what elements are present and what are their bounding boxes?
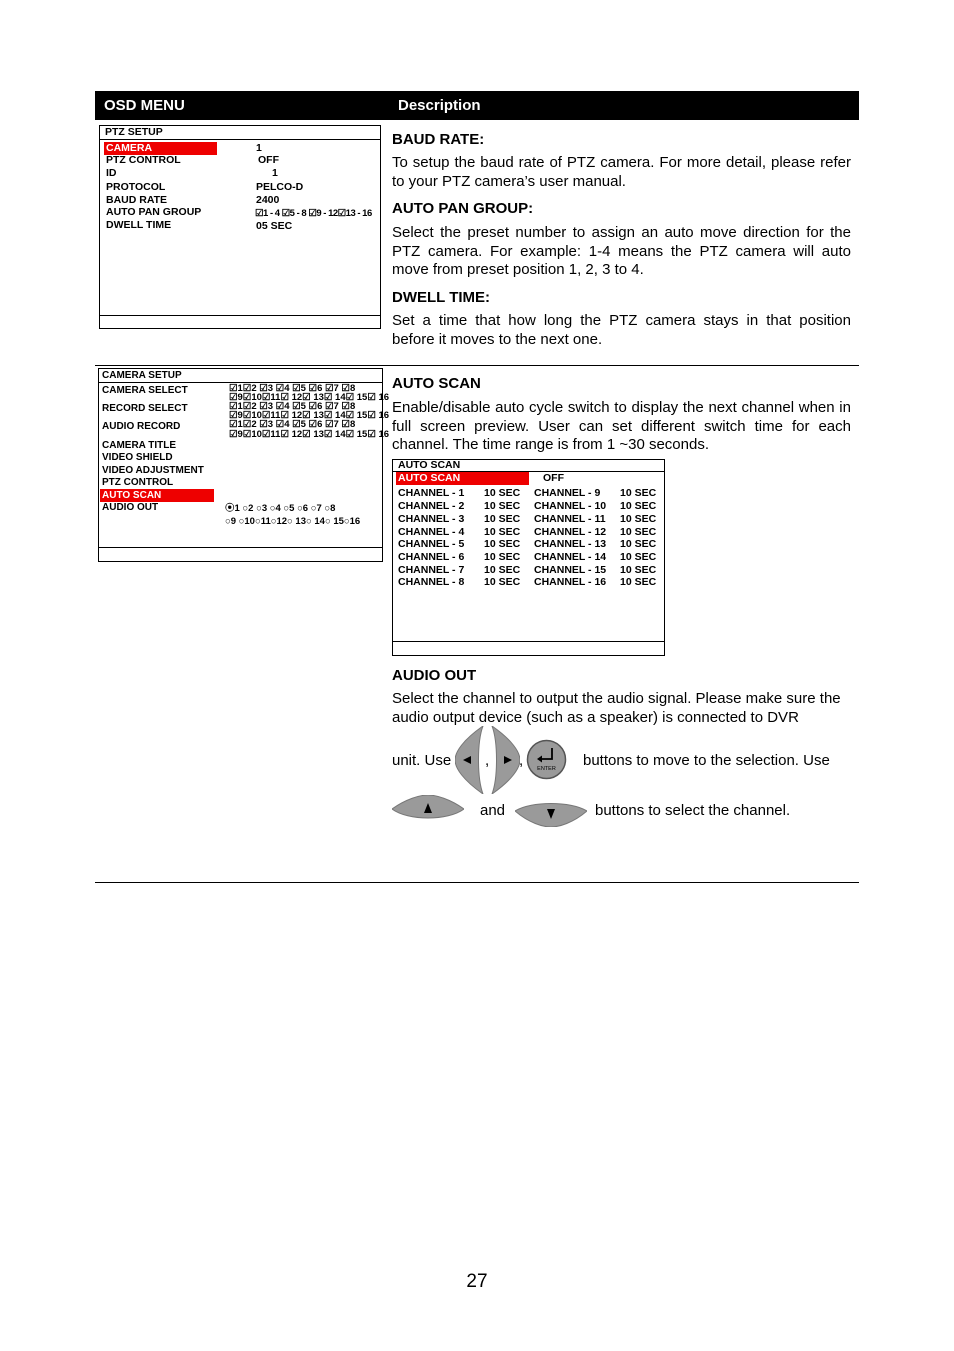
audioout-line2-start: unit. Use (392, 752, 452, 769)
autopan-heading: AUTO PAN GROUP: (392, 200, 534, 217)
audioout-line3-end: buttons to select the channel. (595, 802, 791, 819)
ptz-row-protocol-value: PELCO-D (256, 181, 304, 193)
menu-item-camera-title[interactable]: CAMERA TITLE (102, 440, 177, 451)
section-divider (95, 365, 859, 366)
channel-name: CHANNEL - 11 (534, 513, 606, 525)
channel-time[interactable]: 10 SEC (484, 487, 521, 499)
auto-scan-menu-title: AUTO SCAN (398, 459, 461, 471)
ptz-row-autopan-label[interactable]: AUTO PAN GROUP (106, 206, 202, 218)
ptz-row-camera-label[interactable]: CAMERA (104, 142, 217, 155)
channel-time[interactable]: 10 SEC (620, 487, 657, 499)
menu-item-video-shield[interactable]: VIDEO SHIELD (102, 452, 173, 463)
menu-item-auto-scan[interactable]: AUTO SCAN (100, 489, 214, 502)
dwell-text: Set a time that how long the PTZ camera stays in that position before it moves to the next one. (392, 312, 851, 348)
channel-time[interactable]: 10 SEC (620, 500, 657, 512)
channel-time[interactable]: 10 SEC (620, 576, 657, 588)
autoscan-text: Enable/disable auto cycle switch to display the next channel when in full screen preview. User can set different switch time for each channel. The time range is from 1 ~30 seconds. (392, 399, 851, 453)
channel-name: CHANNEL - 14 (534, 551, 607, 563)
audio-out-row-a[interactable]: ⦿1 ○2 ○3 ○4 ○5 ○6 ○7 ○8 (225, 503, 336, 514)
comma-2: , (519, 752, 524, 769)
channel-name: CHANNEL - 12 (534, 526, 607, 538)
record-select-row-a[interactable]: ☑1☑2 ☑3 ☑4 ☑5 ☑6 ☑7 ☑8 (229, 401, 356, 412)
ptz-menu-title: PTZ SETUP (105, 126, 163, 138)
channel-name: CHANNEL - 15 (534, 564, 607, 576)
channel-time[interactable]: 10 SEC (484, 576, 521, 588)
camera-menu-title: CAMERA SETUP (102, 370, 182, 381)
audio-record-row-b[interactable]: ☑9☑10☑11☑ 12☑ 13☑ 14☑ 15☑ 16 (229, 429, 390, 440)
channel-time[interactable]: 10 SEC (620, 551, 657, 563)
header-osd-menu: OSD MENU (104, 97, 185, 114)
camera-setup-menu (98, 368, 390, 562)
comma-1: , (485, 752, 490, 769)
ptz-row-control-label[interactable]: PTZ CONTROL (106, 154, 181, 166)
autoscan-heading: AUTO SCAN (392, 375, 481, 392)
channel-name: CHANNEL - 5 (398, 538, 465, 550)
down-arrow-button[interactable] (515, 795, 587, 827)
channel-name: CHANNEL - 9 (534, 487, 601, 499)
ptz-row-protocol-label[interactable]: PROTOCOL (106, 181, 166, 193)
baud-text: To setup the baud rate of PTZ camera. For more detail, please refer to your PTZ camera’s user manual. (392, 154, 851, 190)
menu-item-audio-out[interactable]: AUDIO OUT (102, 502, 159, 513)
header-description: Description (398, 97, 481, 114)
menu-item-camera-select[interactable]: CAMERA SELECT (102, 385, 188, 396)
ptz-row-dwell-label[interactable]: DWELL TIME (106, 219, 172, 231)
menu-item-video-adjustment[interactable]: VIDEO ADJUSTMENT (102, 465, 204, 476)
channel-time[interactable]: 10 SEC (484, 500, 521, 512)
audioout-heading: AUDIO OUT (392, 667, 477, 684)
record-select-row-b[interactable]: ☑9☑10☑11☑ 12☑ 13☑ 14☑ 15☑ 16 (229, 410, 390, 421)
channel-time[interactable]: 10 SEC (484, 564, 521, 576)
ptz-row-dwell-value: 05 SEC (256, 220, 293, 232)
bottom-divider (95, 882, 859, 883)
channel-time[interactable]: 10 SEC (484, 513, 521, 525)
baud-heading: BAUD RATE: (392, 131, 485, 148)
up-arrow-button[interactable] (392, 795, 464, 827)
audioout-line2-end: buttons to move to the selection. Use (583, 752, 830, 769)
channel-time[interactable]: 10 SEC (620, 538, 657, 550)
channel-name: CHANNEL - 1 (398, 487, 465, 499)
ptz-row-id-value: 1 (272, 167, 278, 179)
ptz-row-baud-label[interactable]: BAUD RATE (106, 194, 168, 206)
table-header (95, 91, 859, 120)
right-arrow-button[interactable] (490, 726, 520, 794)
ptz-row-autopan-value: ☑1 - 4 ☑5 - 8 ☑9 - 12☑13 - 16 (255, 208, 372, 219)
channel-time[interactable]: 10 SEC (484, 526, 521, 538)
auto-scan-toggle-value[interactable]: OFF (543, 472, 564, 484)
auto-scan-toggle-label[interactable]: AUTO SCAN (396, 472, 529, 485)
ptz-row-camera-value: 1 (256, 142, 262, 154)
audioout-and: and (480, 802, 506, 819)
enter-button-label: ENTER (537, 766, 556, 772)
menu-item-ptz-control[interactable]: PTZ CONTROL (102, 477, 174, 488)
autopan-text: Select the preset number to assign an auto move direction for the PTZ camera. For example: 1-4 means the PTZ camera will auto move from preset position 1, 2, 3 to 4. (392, 224, 851, 278)
enter-button[interactable] (526, 739, 567, 780)
audio-out-row-b[interactable]: ○9 ○10○11○12○ 13○ 14○ 15○16 (225, 516, 361, 527)
channel-time[interactable]: 10 SEC (620, 526, 657, 538)
audio-record-row-a[interactable]: ☑1☑2 ☑3 ☑4 ☑5 ☑6 ☑7 ☑8 (229, 419, 356, 430)
channel-name: CHANNEL - 6 (398, 551, 465, 563)
left-arrow-button[interactable] (455, 726, 485, 794)
dwell-heading: DWELL TIME: (392, 289, 491, 306)
channel-time[interactable]: 10 SEC (620, 513, 657, 525)
camera-select-row-b[interactable]: ☑9☑10☑11☑ 12☑ 13☑ 14☑ 15☑ 16 (229, 392, 390, 403)
channel-time[interactable]: 10 SEC (484, 538, 521, 550)
channel-name: CHANNEL - 8 (398, 576, 465, 588)
ptz-row-control-value: OFF (258, 154, 279, 166)
channel-name: CHANNEL - 7 (398, 564, 465, 576)
channel-name: CHANNEL - 2 (398, 500, 465, 512)
ptz-row-baud-value: 2400 (256, 194, 280, 206)
channel-time[interactable]: 10 SEC (484, 551, 521, 563)
page-number: 27 (466, 1271, 488, 1292)
channel-name: CHANNEL - 3 (398, 513, 465, 525)
channel-name: CHANNEL - 13 (534, 538, 607, 550)
ptz-row-id-label[interactable]: ID (106, 167, 117, 179)
channel-name: CHANNEL - 16 (534, 576, 607, 588)
menu-item-audio-record[interactable]: AUDIO RECORD (102, 421, 181, 432)
menu-item-record-select[interactable]: RECORD SELECT (102, 403, 188, 414)
ptz-setup-menu (99, 125, 381, 329)
camera-select-row-a[interactable]: ☑1☑2 ☑3 ☑4 ☑5 ☑6 ☑7 ☑8 (229, 383, 356, 394)
channel-name: CHANNEL - 4 (398, 526, 465, 538)
auto-scan-menu (392, 459, 665, 656)
channel-time[interactable]: 10 SEC (620, 564, 657, 576)
channel-name: CHANNEL - 10 (534, 500, 607, 512)
audioout-text: Select the channel to output the audio signal. Please make sure the audio output device (such as a speaker) is connected to DVR (392, 690, 841, 726)
